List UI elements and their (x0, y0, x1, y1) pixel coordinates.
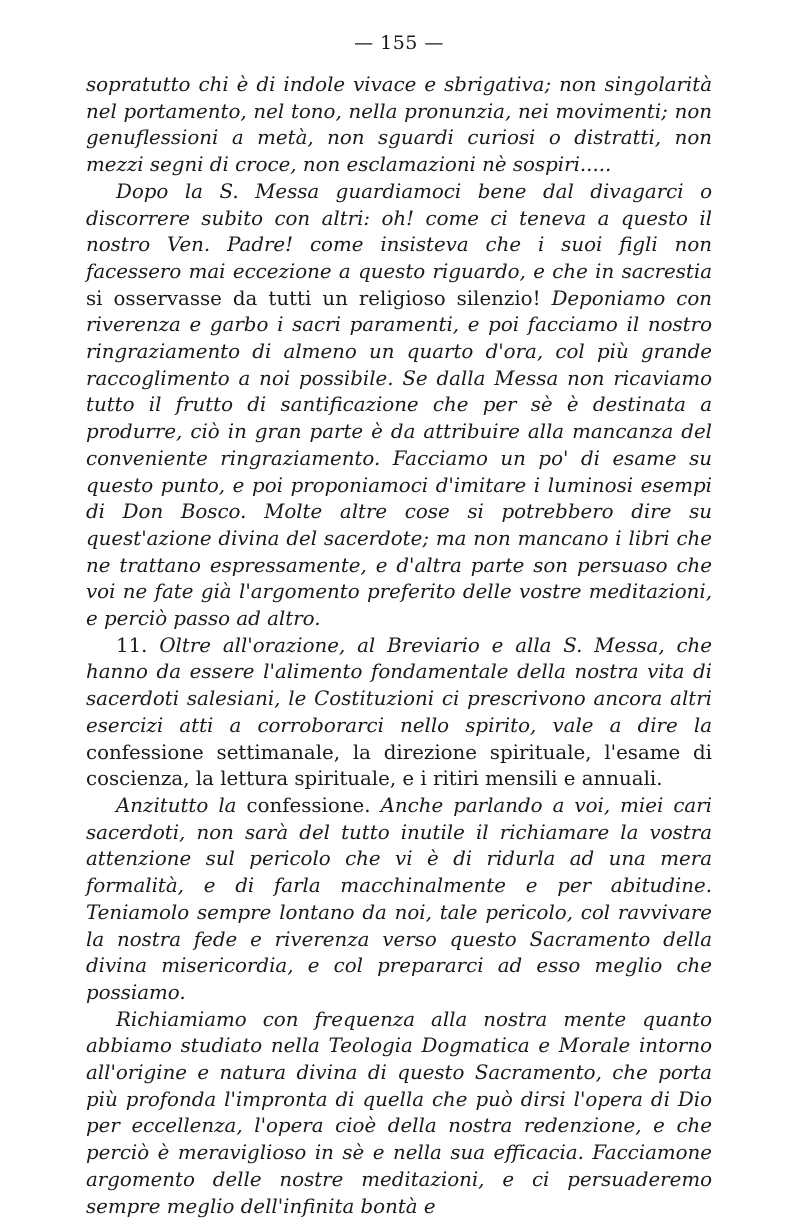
paragraph-text: confessione. (236, 793, 381, 817)
paragraph (86, 1007, 712, 1220)
paragraph-text: Richiamiamo con frequenza alla nostra mente quanto abbiamo studiato nella Teologia Dogmatica e Morale intorno all'origine e natura divina di questo Sacramento, che porta più profonda l'impronta di quella che può dirsi l'opera di Dio per eccellenza, l'opera cioè della nostra redenzione, e che perciò è meraviglioso in sè e nella sua efficacia. Facciamone argomento delle nostre meditazioni, e ci persuaderemo sempre meglio dell'infinita bontà e (86, 1007, 712, 1218)
paragraph-text: Anche parlando a voi, miei cari sacerdoti, non sarà del tutto inutile il richiamare la vostra attenzione sul pericolo che vi è di ridurla ad una mera formalità, e di farla macchinalmente e per abitudine. Teniamolo sempre lontano da noi, tale pericolo, col ravvivare la nostra fede e riverenza verso questo Sacramento della divina misericordia, e col prepararci ad esso meglio che possiamo. (86, 793, 713, 1004)
section-number: 11. (116, 633, 160, 657)
book-page (86, 28, 712, 1220)
paragraph-text: Dopo la S. Messa guardiamoci bene dal divagarci o discorrere subito con altri: oh! come ci teneva a questo il nostro Ven. Padre! come insisteva che i suoi figli non facessero mai eccezione a questo riguardo, e che in sacrestia (86, 179, 712, 283)
paragraph-text: Anzitutto la (116, 793, 237, 817)
paragraph-text: Oltre all'orazione, al Breviario e alla S. Messa, che hanno da essere l'alimento fondamentale della nostra vita di sacerdoti salesiani, le Costituzioni ci prescrivono ancora altri esercizi atti a corroborarci nello spirito, vale a dire la (86, 633, 713, 737)
paragraph-text: Deponiamo con riverenza e garbo i sacri paramenti, e poi facciamo il nostro ringraziamento di almeno un quarto d'ora, col più grande raccoglimento a noi possibile. Se dalla Messa non ricaviamo tutto il frutto di santificazione che per sè è destinata a produrre, ciò in gran parte è da attribuire alla mancanza del conveniente ringraziamento. Facciamo un po' di esame su questo punto, e poi proponiamoci d'imitare i luminosi esempi di Don Bosco. Molte altre cose si potrebbero dire su quest'azione divina del sacerdote; ma non mancano i libri che ne trattano espressamente, e d'altra parte son persuaso che voi ne fate già l'argomento preferito delle vostre meditazioni, e perciò passo ad altro. (86, 286, 712, 631)
paragraph (86, 179, 712, 633)
page-number: — 155 — (354, 32, 444, 54)
paragraph-text: sopratutto chi è di indole vivace e sbrigativa; non singolarità nel portamento, nel tono, nella pronunzia, nei movimenti; non genuflessioni a metà, non sguardi curiosi o distratti, non mezzi segni di croce, non esclamazioni nè sospiri..... (86, 73, 712, 177)
paragraph-text: confessione settimanale, la direzione spirituale, l'esame di coscienza, la lettura spirituale, e i ritiri mensili e annuali. (86, 740, 712, 791)
paragraph (86, 633, 712, 793)
body-text (86, 72, 712, 1220)
paragraph (86, 72, 712, 179)
paragraph-text: si osservasse da tutti un religioso silenzio! (86, 286, 552, 310)
paragraph (86, 793, 712, 1007)
